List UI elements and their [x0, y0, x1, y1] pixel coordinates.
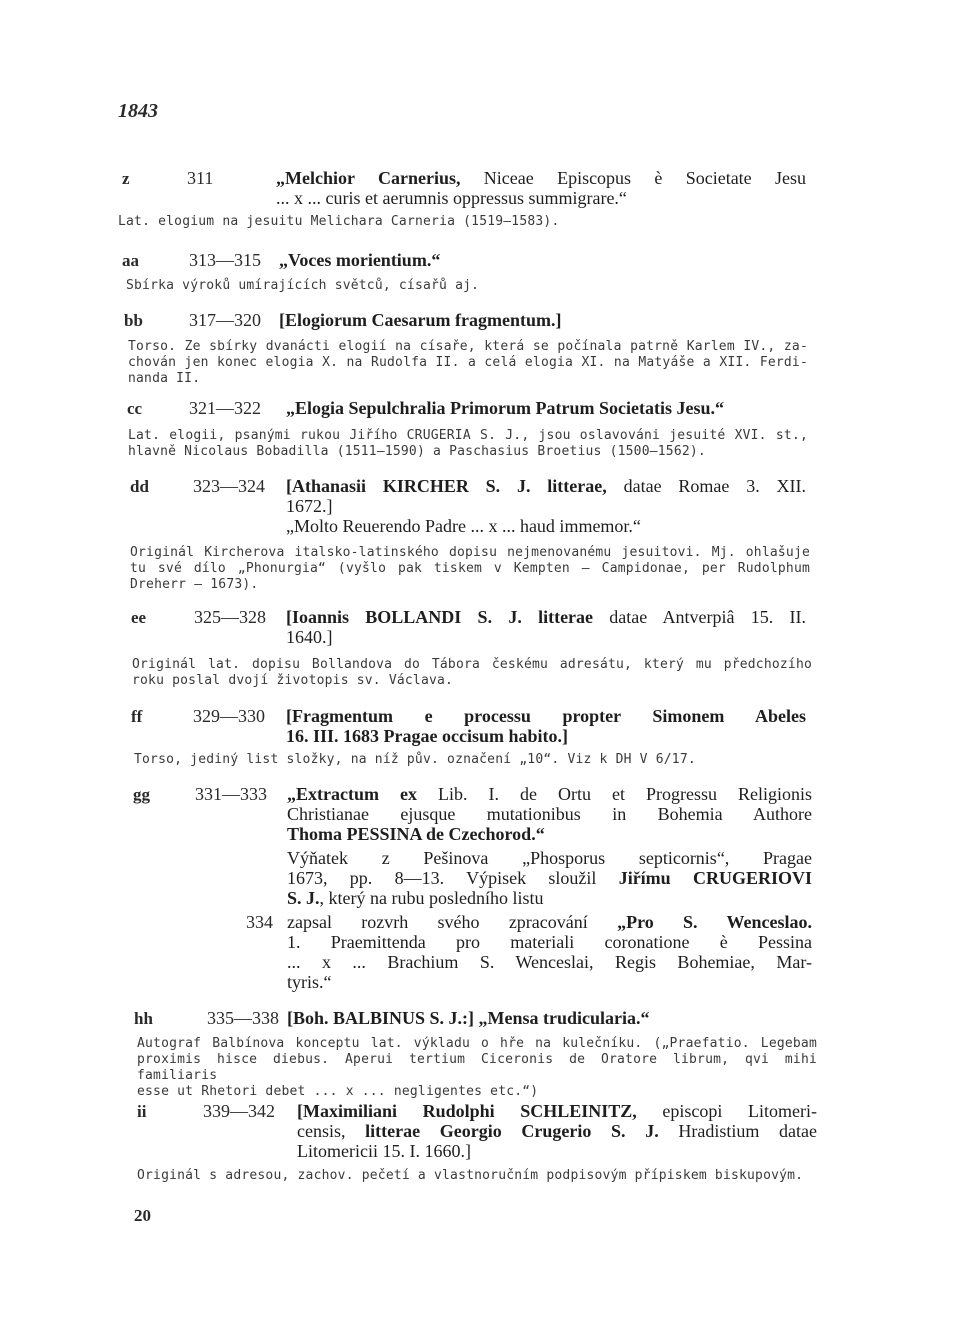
title-line: [287, 848, 812, 868]
note-line: tu své dílo „Phonurgia“ (vyšlo pak tiskem v Kempten — Campidonae, per Rudolphum: [130, 561, 810, 576]
entry-note: [137, 1036, 817, 1100]
title-line: [287, 824, 812, 844]
note-line: proximis hisce diebus. Aperui tertium Ciceronis de Oratore librum, qvi mihi familiaris: [137, 1052, 817, 1083]
title-line: [286, 496, 806, 516]
note-line: chován jen konec elogia X. na Rudolfa II. a celá elogia XI. na Matyáše a XII. Ferdi-: [128, 355, 808, 370]
text-segment: 1640.]: [286, 627, 333, 647]
bold-segment: „Elogia Sepulchralia Primorum Patrum Societatis Jesu.“: [286, 398, 724, 418]
entry-letter-ff: ff: [131, 707, 143, 726]
title-line: [287, 1008, 817, 1028]
entry-folio-range: 321—322: [189, 398, 261, 418]
entry-title: [286, 476, 806, 536]
entry-subfolio: 334: [246, 912, 273, 932]
title-line: [279, 250, 809, 270]
title-line: [276, 168, 806, 188]
bold-segment: Jiřímu CRUGERIOVI: [618, 868, 812, 888]
title-line: [286, 706, 806, 726]
entry-title: [286, 398, 816, 418]
text-segment: Lib. I. de Ortu et Progressu Religionis: [416, 784, 813, 804]
title-line: [287, 952, 812, 972]
text-segment: „Molto Reuerendo Padre ... x ... haud immemor.“: [286, 516, 641, 536]
note-line: Originál lat. dopisu Bollandova do Tábora českému adresátu, který mu předchozího: [132, 657, 812, 672]
entry-letter-dd: dd: [130, 477, 149, 496]
bold-segment: [Athanasii KIRCHER S. J. litterae,: [286, 476, 607, 496]
entry-title: [286, 706, 806, 746]
entry-folio-range: 329—330: [193, 706, 265, 726]
bold-segment: „Extractum ex: [287, 784, 417, 804]
note-line: roku poslal dvojí životopis sv. Václava.: [132, 673, 454, 688]
bold-segment: 16. III. 1683 Pragae occisum habito.]: [286, 726, 568, 746]
text-segment: Christianae ejusque mutationibus in Bohemia Authore: [287, 804, 812, 824]
bold-segment: „Pro S. Wenceslao.: [617, 912, 812, 932]
bold-segment: litterae Georgio Crugerio S. J.: [365, 1121, 659, 1141]
entry-letter-aa: aa: [122, 251, 139, 270]
entry-subtext: [287, 848, 812, 908]
text-segment: Niceae Episcopus è Societate Jesu: [460, 168, 806, 188]
text-segment: datae Antverpiâ 15. II.: [593, 607, 807, 627]
text-segment: Hradistium datae: [658, 1121, 817, 1141]
bold-segment: [Boh. BALBINUS S. J.:] „Mensa trudicularia.“: [287, 1008, 650, 1028]
text-segment: datae Romae 3. XII.: [606, 476, 806, 496]
title-line: [287, 868, 812, 888]
note-line: hlavně Nicolaus Bobadilla (1511—1590) a Paschasius Broetius (1500—1562).: [128, 444, 706, 459]
page-number-top: 1843: [118, 100, 158, 122]
text-segment: episcopi Litomeri-: [636, 1101, 817, 1121]
entry-title: [279, 250, 809, 270]
note-line: Sbírka výroků umírajících světců, císařů aj.: [126, 278, 480, 293]
title-line: [297, 1101, 817, 1121]
text-segment: Litomericii 15. I. 1660.]: [297, 1141, 471, 1161]
text-segment: Výňatek z Pešinova „Phosporus septicornis“, Pragae: [287, 848, 812, 868]
entry-folio-range: 317—320: [189, 310, 261, 330]
title-line: [286, 607, 806, 627]
entry-note: [128, 428, 808, 460]
title-line: [287, 932, 812, 952]
text-segment: 1673, pp. 8—13. Výpisek sloužil: [287, 868, 619, 888]
entry-folio-range: 313—315: [189, 250, 261, 270]
note-line: Lat. elogium na jesuitu Melichara Carneria (1519—1583).: [118, 214, 560, 229]
note-line: Torso. Ze sbírky dvanácti elogií na císaře, která se počínala patrně Karlem IV., za-: [128, 339, 808, 354]
text-segment: 1. Praemittenda pro materiali coronatione è Pessina: [287, 932, 812, 952]
title-line: [287, 888, 812, 908]
text-segment: ... x ... curis et aerumnis oppressus summigrare.“: [276, 188, 627, 208]
entry-letter-bb: bb: [124, 311, 143, 330]
entry-letter-gg: gg: [133, 785, 150, 804]
text-segment: tyris.“: [287, 972, 332, 992]
entry-letter-ii: ii: [137, 1102, 147, 1121]
text-segment: censis,: [297, 1121, 366, 1141]
entry-letter-ee: ee: [131, 608, 147, 627]
page-number-bottom: 20: [134, 1206, 151, 1225]
bold-segment: S. J.: [287, 888, 320, 908]
note-line: esse ut Rhetori debet ... x ... negligentes etc.“): [137, 1084, 539, 1099]
title-line: [276, 188, 806, 208]
entry-note: [134, 752, 814, 768]
title-line: [297, 1121, 817, 1141]
entry-folio-range: 311: [187, 168, 214, 188]
entry-note: [128, 339, 808, 387]
text-segment: , který na rubu posledního listu: [319, 888, 544, 908]
entry-note: [118, 214, 808, 230]
title-line: [287, 972, 812, 992]
entry-title: [287, 784, 812, 844]
entry-title: [276, 168, 806, 208]
note-line: Torso, jediný list složky, na níž pův. označení „10“. Viz k DH V 6/17.: [134, 752, 696, 767]
note-line: Dreherr — 1673).: [130, 577, 259, 592]
entry-folio-range: 335—338: [207, 1008, 279, 1028]
entry-folio-range: 331—333: [195, 784, 267, 804]
entry-note: [126, 278, 816, 294]
bold-segment: [Ioannis BOLLANDI S. J. litterae: [286, 607, 594, 627]
note-line: Originál s adresou, zachov. pečetí a vlastnoručním podpisovým přípiskem biskupovým.: [137, 1168, 804, 1183]
bold-segment: [Elogiorum Caesarum fragmentum.]: [279, 310, 562, 330]
entry-note: [137, 1168, 817, 1184]
entry-title: [287, 1008, 817, 1028]
entry-title: [279, 310, 809, 330]
title-line: [287, 784, 812, 804]
title-line: [287, 912, 812, 932]
title-line: [286, 516, 806, 536]
title-line: [286, 398, 816, 418]
entry-folio-range: 323—324: [193, 476, 265, 496]
entry-subtext-continued: [287, 912, 812, 992]
note-line: Originál Kircherova italsko-latinského dopisu nejmenovanému jesuitovi. Mj. ohlašuje: [130, 545, 810, 560]
entry-letter-z: z: [122, 169, 130, 188]
entry-note: [130, 545, 810, 593]
note-line: Lat. elogii, psanými rukou Jiřího CRUGERIA S. J., jsou oslavováni jesuité XVI. st.,: [128, 428, 808, 443]
bold-segment: [Fragmentum e processu propter Simonem Abeles: [286, 706, 806, 726]
entry-folio-range: 325—328: [194, 607, 266, 627]
entry-note: [132, 657, 812, 689]
bold-segment: „Voces morientium.“: [279, 250, 441, 270]
text-segment: zapsal rozvrh svého zpracování: [287, 912, 618, 932]
title-line: [286, 476, 806, 496]
bold-segment: „Melchior Carnerius,: [276, 168, 461, 188]
title-line: [286, 627, 806, 647]
title-line: [297, 1141, 817, 1161]
note-line: nanda II.: [128, 371, 201, 386]
entry-letter-cc: cc: [127, 399, 143, 418]
entry-letter-hh: hh: [134, 1009, 153, 1028]
title-line: [287, 804, 812, 824]
entry-title: [297, 1101, 817, 1161]
text-segment: ... x ... Brachium S. Wenceslai, Regis Bohemiae, Mar-: [287, 952, 812, 972]
title-line: [286, 726, 806, 746]
note-line: Autograf Balbínova konceptu lat. výkladu o hře na kulečníku. („Praefatio. Legebam: [137, 1036, 817, 1051]
bold-segment: Thoma PESSINA de Czechorod.“: [287, 824, 545, 844]
entry-folio-range: 339—342: [203, 1101, 275, 1121]
bold-segment: [Maximiliani Rudolphi SCHLEINITZ,: [297, 1101, 637, 1121]
text-segment: 1672.]: [286, 496, 333, 516]
entry-title: [286, 607, 806, 647]
title-line: [279, 310, 809, 330]
